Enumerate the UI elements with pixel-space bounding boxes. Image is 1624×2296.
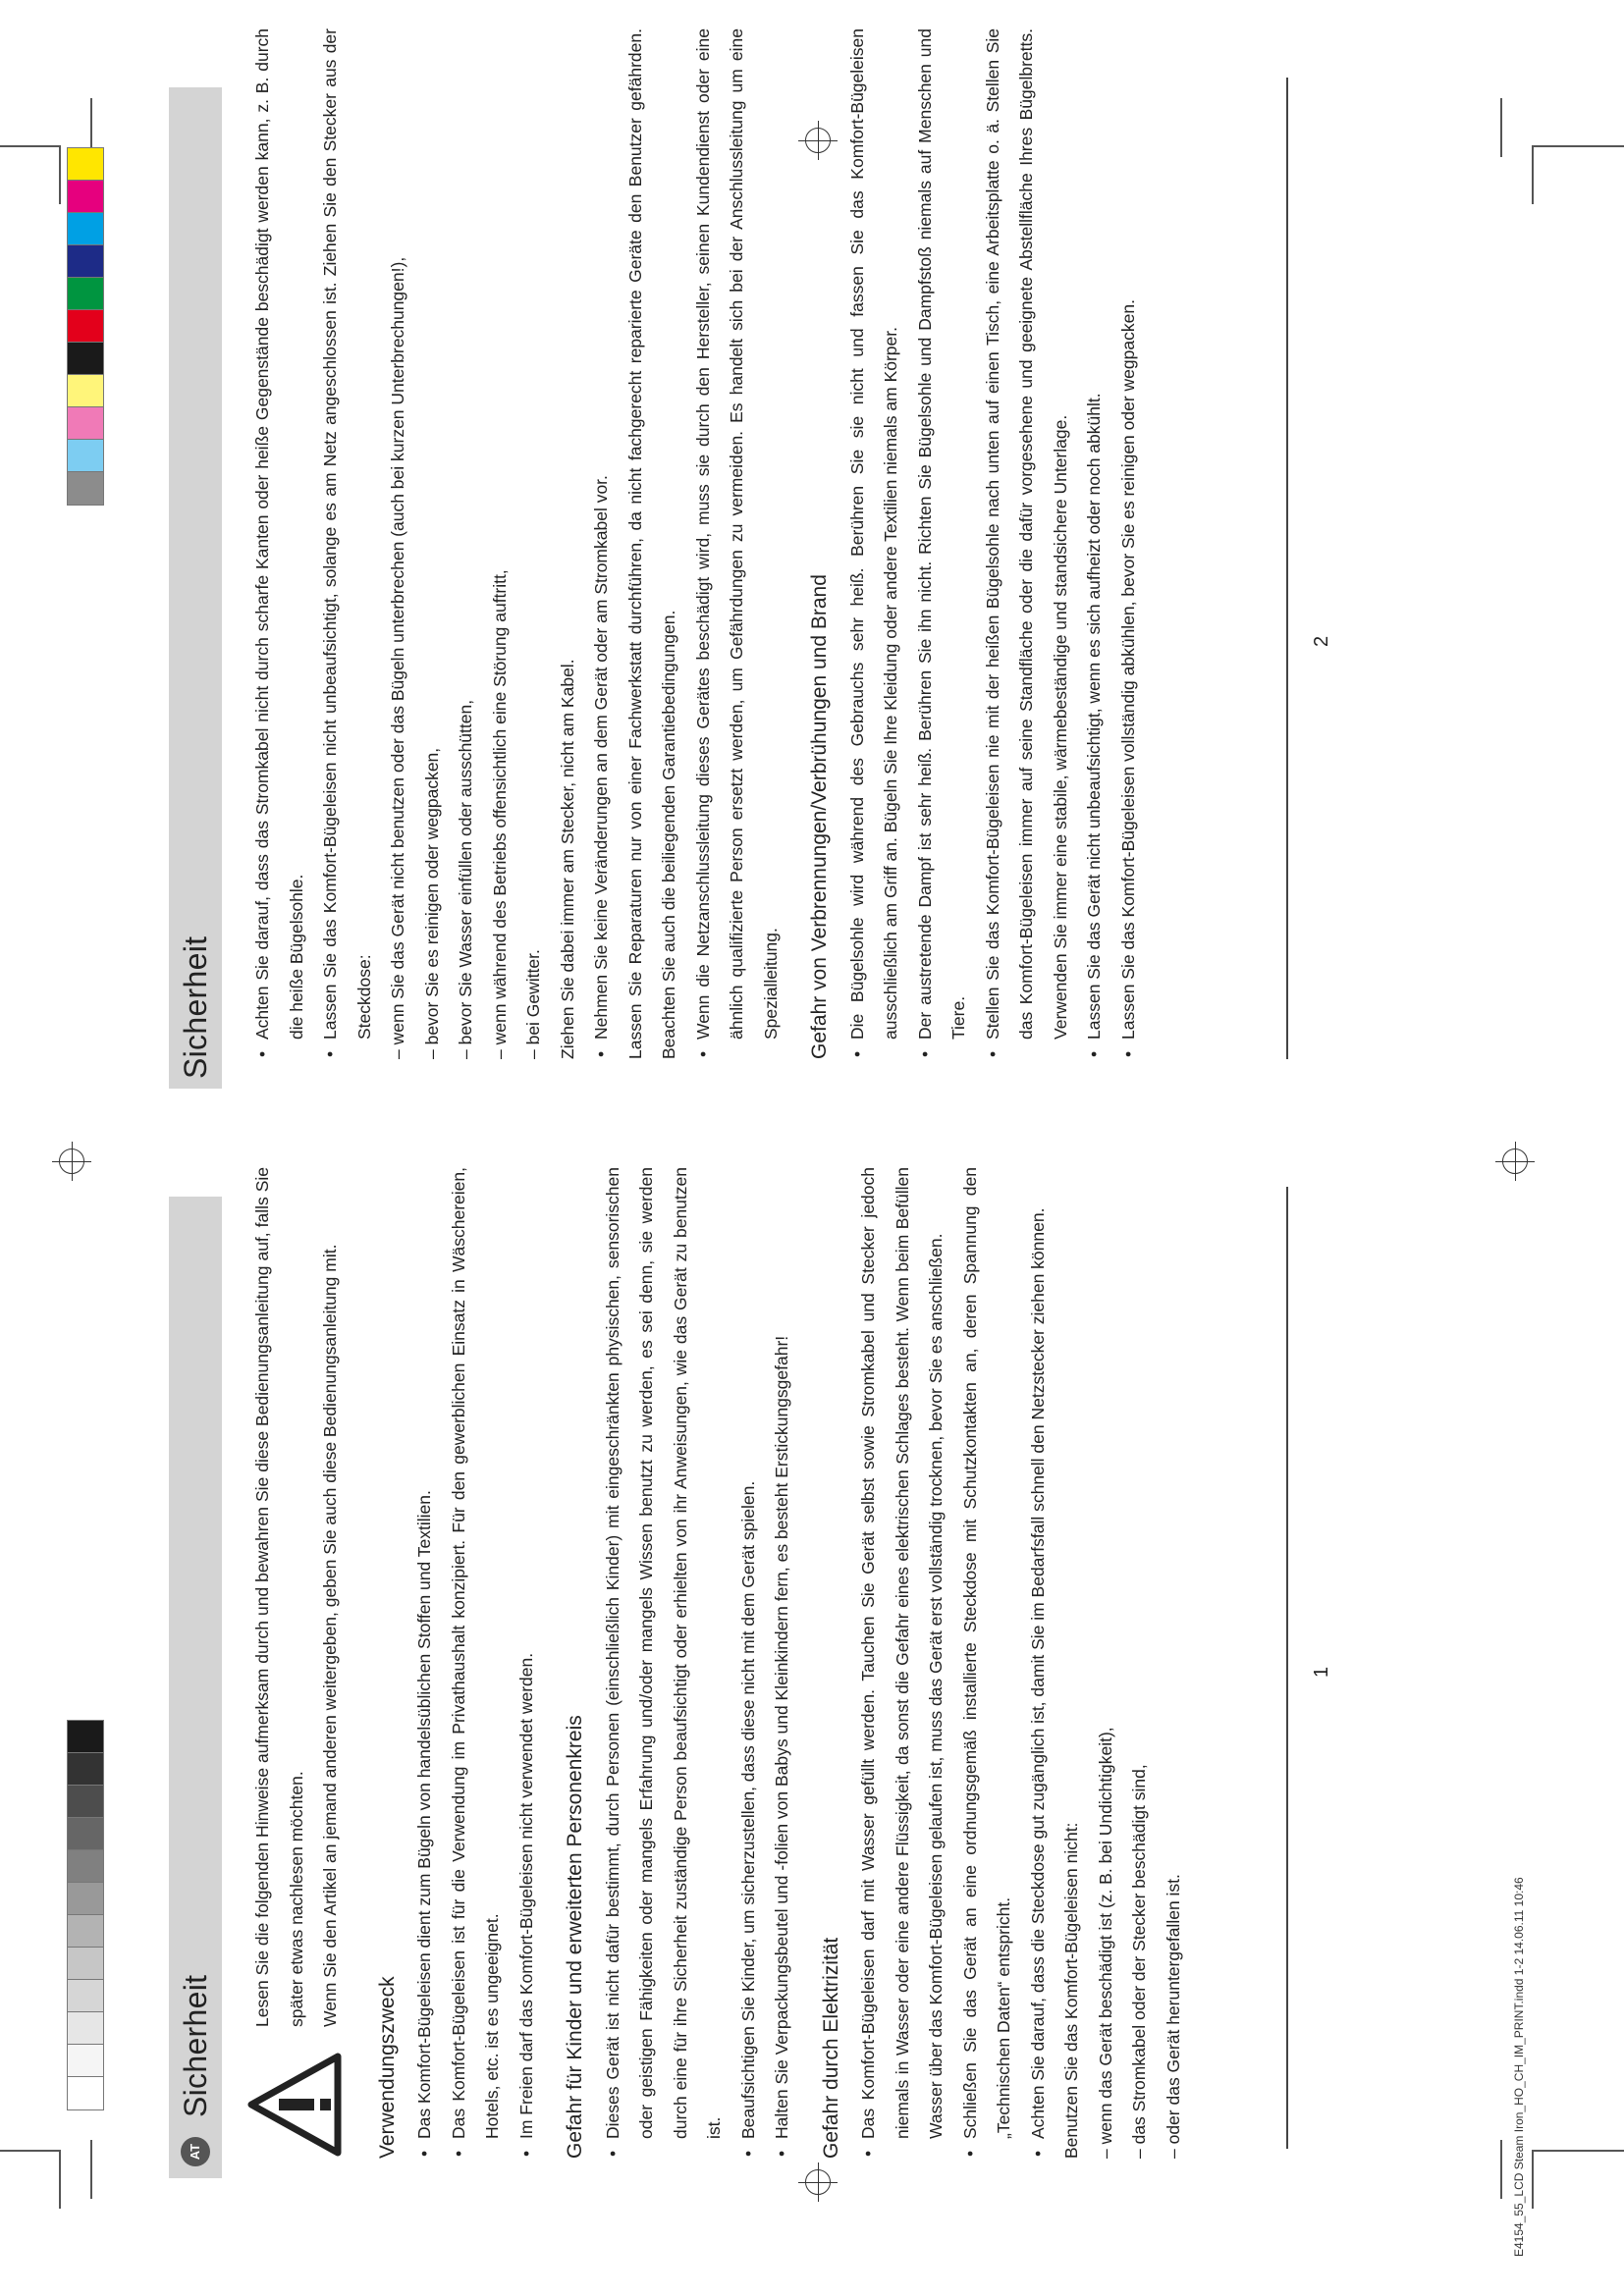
list-item: • Achten Sie darauf, dass die Steckdose gut zugänglich ist, damit Sie im Bedarfsfall schnell den Netzstecker ziehen können. (1021, 1167, 1056, 2159)
list-item: • Das Komfort-Bügeleisen dient zum Bügeln von handelsüblichen Stoffen und Textilien. (407, 1167, 442, 2159)
section-heading: Gefahr durch Elektrizität (819, 1937, 842, 2159)
bullet-list (840, 28, 1146, 1059)
list-item: • Lassen Sie das Komfort-Bügeleisen nicht unbeaufsichtigt, solange es am Netz angeschlossen ist. Ziehen Sie den Stecker aus der Steckdose: (313, 28, 381, 1059)
print-footer: E4154_55_LCD Steam Iron_HO_CH_IM_PRINT.indd 1-2 14.06.11 10:46 (1512, 1877, 1526, 2257)
page-header (169, 87, 222, 1089)
list-item: • Das Komfort-Bügeleisen ist für die Verwendung im Privathaushalt konzipiert. Für den gewerblichen Einsatz in Wäschereien, Hotels, etc. ist es ungeeignet. (442, 1167, 510, 2159)
list-item: • Stellen Sie das Komfort-Bügeleisen nie mit der heißen Bügelsohle nach unten auf einen Tisch, eine Arbeitsplatte o. ä. Stellen Sie das Komfort-Bügeleisen immer auf seine Standfläche oder die dafür vorgesehene und geeignete Abstellfläche Ihres Bügelbretts. Verwenden Sie immer eine stabile, wärmebeständige und standsichere Unterlage. (976, 28, 1078, 1059)
page-number: 2 (1311, 635, 1332, 647)
text-line: – bevor Sie es reinigen oder wegpacken, (421, 747, 442, 1059)
page-rule (1286, 78, 1288, 1059)
text-line: – wenn während des Betriebs offensichtlich eine Störung auftritt, (489, 569, 510, 1059)
country-badge: AT (181, 2137, 210, 2166)
list-item: • Halten Sie Verpackungsbeutel und -folien von Babys und Kleinkindern fern, es besteht Erstickungsgefahr! (765, 1167, 799, 2159)
page-rule (1286, 1187, 1288, 2149)
bullet-list (245, 28, 787, 1059)
bullet-list (407, 1167, 543, 2159)
section-heading: Gefahr von Verbrennungen/Verbrühungen und Brand (808, 574, 831, 1059)
list-item: • Wenn die Netzanschlussleitung dieses Gerätes beschädigt wird, muss sie durch den Hersteller, seinen Kundendienst oder eine ähnlich qualifizierte Person ersetzt werden, um Gefährdungen zu vermeiden. Es handelt sich bei der Anschlussleitung um eine Spezialleitung. (686, 28, 788, 1059)
page-1-body (245, 1167, 1190, 2159)
intro-text (245, 1167, 355, 2027)
section-heading: Gefahr für Kinder und erweiterten Personenkreis (564, 1715, 586, 2159)
text-line: – bevor Sie Wasser einfüllen oder ausschütten, (456, 699, 475, 1059)
intro-block (245, 1167, 355, 2159)
intro-paragraph: Lesen Sie die folgenden Hinweise aufmerksam durch und bewahren Sie diese Bedienungsanleitung auf, falls Sie später etwas nachlesen möchten. (252, 1167, 306, 2027)
section-heading: Verwendungszweck (375, 1976, 399, 2159)
list-item: • Dieses Gerät ist nicht dafür bestimmt, durch Personen (einschließlich Kinder) mit eingeschränkten physischen, sensorischen oder geistigen Fähigkeiten oder mangels Erfahrung und/oder mangels Wissen benutzt zu werden, es sei denn, sie werden durch eine für ihre Sicherheit zuständige Person beaufsichtigt oder erhielten von ihr Anweisungen, wie das Gerät zu benutzen ist. (596, 1167, 731, 2159)
text-line: – das Stromkabel oder der Stecker beschädigt sind, (1129, 1764, 1149, 2159)
bullet-list (596, 1167, 799, 2159)
page-header (169, 1197, 222, 2178)
page-title: Sicherheit (177, 1974, 213, 2117)
text-line: Benutzen Sie das Komfort-Bügeleisen nicht: (1061, 1822, 1081, 2159)
page-2-body (245, 28, 1145, 1059)
text-line: – bei Gewitter. (523, 949, 543, 1059)
list-item: • Lassen Sie das Komfort-Bügeleisen vollständig abkühlen, bevor Sie es reinigen oder wegpacken. (1111, 28, 1146, 1059)
intro-paragraph: Wenn Sie den Artikel an jemand anderen weitergeben, geben Sie auch diese Bedienungsanleitung mit. (320, 1244, 340, 2027)
text-line: – wenn Sie das Gerät nicht benutzen oder das Bügeln unterbrechen (auch bei kurzen Unterbrechungen!), (388, 256, 407, 1059)
page-number: 1 (1311, 1666, 1332, 1678)
bullet-list (851, 1167, 1055, 2159)
list-item: • Der austretende Dampf ist sehr heiß. Berühren Sie ihn nicht. Richten Sie Bügelsohle und Dampfstoß niemals auf Menschen und Tiere. (908, 28, 976, 1059)
warning-icon (245, 2049, 355, 2159)
page-title: Sicherheit (177, 935, 213, 1079)
list-item: • Nehmen Sie keine Veränderungen an dem Gerät oder am Stromkabel vor. (584, 28, 619, 1059)
list-item: • Schließen Sie das Gerät an eine ordnungsgemäß installierte Steckdose mit Schutzkontakten an, deren Spannung den „Technischen Daten“ entspricht. (953, 1167, 1021, 2159)
list-item: • Achten Sie darauf, dass das Stromkabel nicht durch scharfe Kanten oder heiße Gegenstände beschädigt werden kann, z. B. durch die heiße Bügelsohle. (245, 28, 313, 1059)
text-line: – oder das Gerät heruntergefallen ist. (1163, 1874, 1183, 2159)
list-item: • Im Freien darf das Komfort-Bügeleisen nicht verwendet werden. (510, 1167, 544, 2159)
text-line: Lassen Sie Reparaturen nur von einer Fachwerkstatt durchführen, da nicht fachgerecht reparierte Geräte den Benutzer gefährden. Beachten Sie auch die beiliegenden Garantiebedingungen. (624, 28, 678, 1059)
list-item: • Die Bügelsohle wird während des Gebrauchs sehr heiß. Berühren Sie sie nicht und fassen Sie das Komfort-Bügeleisen ausschließlich am Griff an. Bügeln Sie Ihre Kleidung oder andere Textilien niemals am Körper. (840, 28, 908, 1059)
list-item: • Beaufsichtigen Sie Kinder, um sicherzustellen, dass diese nicht mit dem Gerät spielen. (731, 1167, 766, 2159)
text-line: Ziehen Sie dabei immer am Stecker, nicht am Kabel. (557, 659, 577, 1059)
list-item: • Das Komfort-Bügeleisen darf mit Wasser gefüllt werden. Tauchen Sie Gerät selbst sowie Stromkabel und Stecker jedoch niemals in Wasser oder eine andere Flüssigkeit, da sonst die Gefahr eines elektrischen Schlages besteht. Wenn beim Befüllen Wasser über das Komfort-Bügeleisen gelaufen ist, muss das Gerät erst vollständig trocknen, bevor Sie es anschließen. (851, 1167, 953, 2159)
list-item: • Lassen Sie das Gerät nicht unbeaufsichtigt, wenn es sich aufheizt oder noch abkühlt. (1077, 28, 1111, 1059)
text-line: – wenn das Gerät beschädigt ist (z. B. bei Undichtigkeit), (1095, 1727, 1115, 2159)
